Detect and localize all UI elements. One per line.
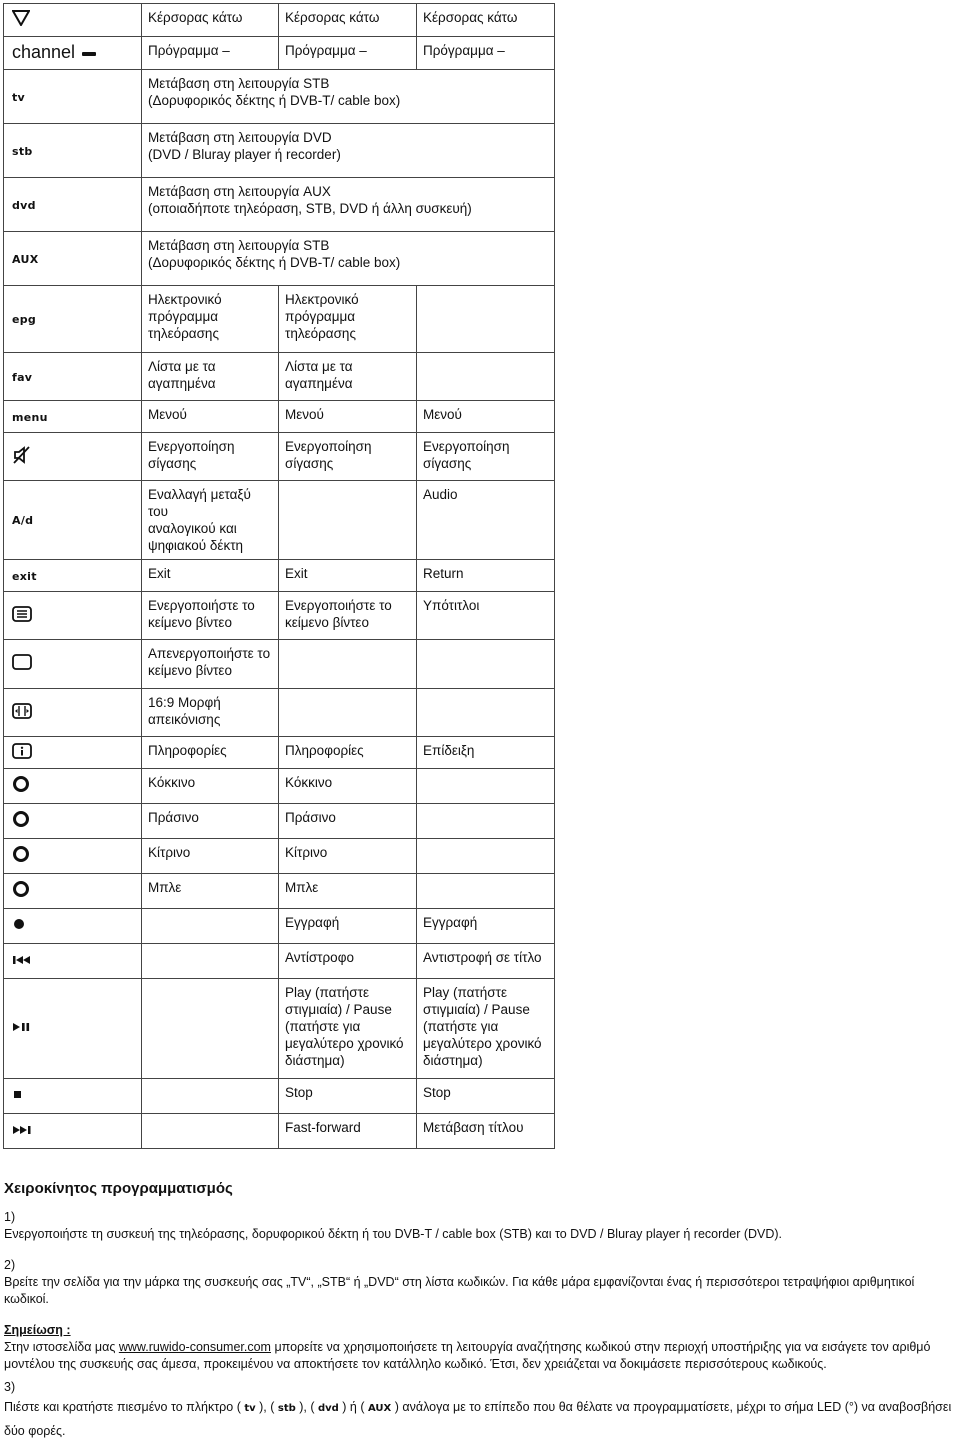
stb-mode-line: Μενού [285,407,324,422]
dvd-mode-cell [417,592,555,640]
key-cell [4,353,142,401]
step-3-part: ), ( [255,1400,278,1414]
aspect-ratio-icon [12,703,32,723]
key-label: fav [12,370,33,384]
teletext-icon [12,606,32,626]
mute-icon [12,446,32,468]
stb-mode-line: Πράσινο [285,810,336,825]
tv-mode-cell [142,1114,279,1149]
stb-mode-line: σίγασης [285,456,334,471]
tv-mode-cell [142,481,279,560]
dvd-mode-line: Ενεργοποίηση [423,439,510,454]
stb-mode-line: Ηλεκτρονικό [285,292,359,307]
dvd-mode-cell [417,737,555,769]
tv-mode-line: Λίστα με τα [148,359,216,374]
stb-mode-cell [279,4,417,37]
tv-mode-line: Ηλεκτρονικό [148,292,222,307]
stb-mode-line: Πληροφορίες [285,743,364,758]
dvd-mode-line: Μενού [423,407,462,422]
stb-key-label: stb [277,1403,296,1414]
tv-mode-line: πρόγραμμα [148,309,219,324]
key-cell [4,769,142,804]
stb-mode-line: Exit [285,566,308,581]
key-label: A/d [12,514,34,527]
key-cell [4,1079,142,1114]
stb-mode-line: κείμενο βίντεο [285,615,369,630]
key-cell [4,592,142,640]
table-row [4,640,555,689]
key-cell [4,874,142,909]
tv-mode-line: Κόκκινο [148,775,196,790]
aux-key-label: AUX [368,1403,392,1414]
table-row [4,1079,555,1114]
key-cell [4,944,142,979]
table-row [4,37,555,70]
tv-mode-cell [142,592,279,640]
dvd-mode-cell [417,1079,555,1114]
blue-button-icon [12,880,30,902]
function-cell [142,178,555,232]
key-cell [4,178,142,232]
dvd-mode-line: Υπότιτλοι [423,598,480,613]
record-icon [12,917,26,935]
stb-mode-cell [279,769,417,804]
stb-mode-cell [279,1079,417,1114]
function-line: (οποιαδήποτε τηλεόραση, STB, DVD ή άλλη συσκευή) [148,201,472,216]
stb-mode-cell [279,1114,417,1149]
function-line: Μετάβαση στη λειτουργία STB [148,238,330,253]
dvd-mode-line: Επίδειξη [423,743,475,758]
dvd-mode-cell [417,1114,555,1149]
function-cell [142,70,555,124]
stb-mode-line: Εγγραφή [285,915,340,930]
stb-mode-line: Κόκκινο [285,775,333,790]
step-3-part: ) ανάλογα με το επίπεδο που θα θέλατε να προγραμματίσετε, μέχρι το σήμα LED (°) να αναβοσβήσει δύο φορές. [4,1400,952,1438]
function-line: (DVD / Bluray player ή recorder) [148,147,341,162]
triangle-down-icon [12,10,30,30]
key-cell [4,689,142,737]
function-line: Μετάβαση στη λειτουργία DVD [148,130,332,145]
fast-forward-icon [12,1123,32,1140]
stb-mode-line: Fast-forward [285,1120,361,1135]
tv-mode-line: Κίτρινο [148,845,191,860]
dvd-mode-line: (πατήστε για [423,1019,499,1034]
function-cell [142,124,555,178]
stb-mode-line: πρόγραμμα [285,309,356,324]
step-3-part: ) ή ( [338,1400,368,1414]
green-button-icon [12,810,30,832]
tv-mode-cell [142,433,279,481]
tv-mode-line: Μπλε [148,880,182,895]
stb-mode-line: Μπλε [285,880,319,895]
key-cell [4,286,142,353]
tv-mode-cell [142,286,279,353]
stb-mode-cell [279,689,417,737]
tv-mode-cell [142,4,279,37]
tv-mode-cell [142,769,279,804]
step-3-text [4,1396,956,1442]
dvd-mode-line: Stop [423,1085,451,1100]
table-row [4,944,555,979]
tv-mode-line: αγαπημένα [148,376,216,391]
tv-mode-cell [142,839,279,874]
key-cell [4,560,142,592]
dvd-mode-cell [417,286,555,353]
note-pre: Στην ιστοσελίδα μας [4,1340,119,1354]
stb-mode-line: διάστημα) [285,1053,345,1068]
info-icon [12,743,32,763]
dvd-mode-line: στιγμιαία) / Pause [423,1002,530,1017]
stb-mode-cell [279,433,417,481]
stb-mode-line: (πατήστε για [285,1019,361,1034]
stb-mode-line: μεγαλύτερο χρονικό [285,1036,404,1051]
table-row [4,401,555,433]
stb-mode-line: Λίστα με τα [285,359,353,374]
step-1-text: Ενεργοποιήστε τη συσκευή της τηλεόρασης, δορυφορικού δέκτη ή του DVB-T / cable box (STB) και το DVD / Bluray player ή recorder (DVD). [4,1227,783,1241]
step-1-number: 1) [4,1210,16,1224]
key-label: stb [12,144,33,158]
key-label: epg [12,313,37,326]
key-cell [4,124,142,178]
dvd-mode-cell [417,560,555,592]
dvd-mode-line: διάστημα) [423,1053,483,1068]
tv-mode-line: κείμενο βίντεο [148,663,232,678]
tv-mode-cell [142,979,279,1079]
stb-mode-cell [279,401,417,433]
stb-mode-line: Κέρσορας κάτω [285,10,380,25]
key-cell [4,401,142,433]
table-row [4,874,555,909]
red-button-icon [12,775,30,797]
tv-mode-cell [142,737,279,769]
key-cell [4,4,142,37]
tv-mode-line: τηλεόρασης [148,326,219,341]
key-label: dvd [12,198,36,212]
key-cell [4,37,142,70]
stb-mode-cell [279,592,417,640]
step-3-part: Πιέστε και κρατήστε πιεσμένο το πλήκτρο ( [4,1400,245,1414]
stb-mode-line: Stop [285,1085,313,1100]
table-row [4,433,555,481]
dvd-mode-cell [417,804,555,839]
key-cell [4,839,142,874]
tv-mode-line: Πράσινο [148,810,199,825]
yellow-button-icon [12,845,30,867]
stb-mode-cell [279,909,417,944]
stop-icon [12,1088,24,1105]
dvd-mode-cell [417,401,555,433]
stb-mode-line: στιγμιαία) / Pause [285,1002,392,1017]
stb-mode-cell [279,804,417,839]
step-3-number: 3) [4,1380,16,1394]
tv-mode-cell [142,804,279,839]
stb-mode-line: Ενεργοποιήστε το [285,598,392,613]
stb-mode-cell [279,353,417,401]
note-text [4,1339,956,1373]
table-row [4,481,555,560]
step-2-text: Βρείτε την σελίδα για την μάρκα της συσκευής σας „TV“, „STB“ ή „DVD“ στη λίστα κωδικών. Για κάθε μάρα εμφανίζονται ένας ή περισσότεροι τετραψήφιοι αριθμητικοί κωδικοί. [4,1275,915,1306]
key-label: exit [12,569,37,583]
table-row [4,592,555,640]
tv-key-label: tv [244,1403,256,1414]
table-row [4,804,555,839]
tv-mode-line: Ενεργοποιήστε το [148,598,255,613]
tv-mode-line: Εναλλαγή μεταξύ του [148,487,255,519]
table-row [4,560,555,592]
table-row [4,232,555,286]
function-line: Μετάβαση στη λειτουργία STB [148,76,330,91]
tv-mode-line: Μενού [148,407,187,422]
dvd-mode-line: μεγαλύτερο χρονικό [423,1036,542,1051]
stb-mode-cell [279,874,417,909]
tv-mode-cell [142,909,279,944]
stb-mode-line: τηλεόρασης [285,326,356,341]
table-row [4,909,555,944]
stb-mode-line: Ενεργοποίηση [285,439,372,454]
function-line: (Δορυφορικός δέκτης ή DVB-T/ cable box) [148,255,401,270]
tv-mode-cell [142,560,279,592]
table-row [4,124,555,178]
stb-mode-cell [279,481,417,560]
dvd-mode-line: Αντιστροφή σε τίτλο [423,950,542,965]
key-cell [4,1114,142,1149]
dvd-mode-line: Κέρσορας κάτω [423,10,518,25]
key-cell [4,433,142,481]
key-label: tv [12,90,26,104]
tv-mode-cell [142,1079,279,1114]
table-row [4,70,555,124]
teletext-off-icon [12,654,32,674]
table-row [4,353,555,401]
dvd-mode-cell [417,640,555,689]
stb-mode-cell [279,839,417,874]
table-row [4,689,555,737]
remote-keys-table [3,3,555,1149]
tv-mode-cell [142,401,279,433]
table-row [4,286,555,353]
tv-mode-cell [142,944,279,979]
key-cell [4,979,142,1079]
stb-mode-line: Αντίστροφο [285,950,354,965]
minus-icon [75,45,97,62]
stb-mode-line: Play (πατήστε [285,985,369,1000]
rewind-icon [12,953,32,970]
stb-mode-line: αγαπημένα [285,376,353,391]
table-row [4,178,555,232]
table-row [4,769,555,804]
manual-programming-section [4,1180,956,1442]
tv-mode-cell [142,689,279,737]
dvd-mode-line: Audio [423,487,458,502]
dvd-mode-cell [417,839,555,874]
stb-mode-cell [279,944,417,979]
tv-mode-line: Απενεργοποιήστε το [148,646,271,661]
dvd-mode-line: σίγασης [423,456,472,471]
table-row [4,4,555,37]
dvd-mode-cell [417,4,555,37]
tv-mode-line: κείμενο βίντεο [148,615,232,630]
dvd-mode-cell [417,433,555,481]
key-label: channel [12,41,76,62]
section-heading: Χειροκίνητος προγραμματισμός [4,1180,233,1197]
dvd-mode-cell [417,353,555,401]
dvd-mode-line: Play (πατήστε [423,985,507,1000]
play-pause-icon [12,1020,32,1037]
tv-mode-line: Exit [148,566,171,581]
tv-mode-line: απεικόνισης [148,712,221,727]
table-row [4,1114,555,1149]
step-2-number: 2) [4,1258,16,1272]
function-cell [142,232,555,286]
key-cell [4,737,142,769]
tv-mode-line: σίγασης [148,456,197,471]
tv-mode-line: Πληροφορίες [148,743,227,758]
key-cell [4,481,142,560]
dvd-mode-cell [417,689,555,737]
website-link[interactable]: www.ruwido-consumer.com [118,1340,271,1354]
stb-mode-cell [279,979,417,1079]
dvd-mode-line: Μετάβαση τίτλου [423,1120,524,1135]
key-cell [4,804,142,839]
key-cell [4,640,142,689]
dvd-mode-line: Εγγραφή [423,915,478,930]
key-label: menu [12,410,48,424]
tv-mode-line: 16:9 Μορφή [148,695,221,710]
tv-mode-line: Κέρσορας κάτω [148,10,243,25]
key-cell [4,232,142,286]
tv-mode-line: ψηφιακού δέκτη [148,538,244,553]
dvd-mode-cell [417,944,555,979]
table-row [4,979,555,1079]
dvd-mode-cell [417,979,555,1079]
stb-mode-cell [279,37,417,70]
tv-mode-cell [142,640,279,689]
key-cell [4,70,142,124]
dvd-mode-cell [417,481,555,560]
tv-mode-cell [142,353,279,401]
tv-mode-cell [142,37,279,70]
dvd-mode-line: Πρόγραμμα – [423,43,505,58]
stb-mode-cell [279,560,417,592]
tv-mode-line: Ενεργοποίηση [148,439,235,454]
note-title: Σημείωση : [4,1323,71,1337]
function-line: (Δορυφορικός δέκτης ή DVB-T/ cable box) [148,93,401,108]
step-3-part: ), ( [295,1400,318,1414]
tv-mode-line: αναλογικού και [148,521,237,536]
dvd-key-label: dvd [317,1403,339,1414]
stb-mode-line: Πρόγραμμα – [285,43,367,58]
table-row [4,737,555,769]
stb-mode-cell [279,286,417,353]
tv-mode-line: Πρόγραμμα – [148,43,230,58]
stb-mode-cell [279,640,417,689]
dvd-mode-cell [417,909,555,944]
key-cell [4,909,142,944]
dvd-mode-line: Return [423,566,464,581]
stb-mode-cell [279,737,417,769]
dvd-mode-cell [417,37,555,70]
stb-mode-line: Κίτρινο [285,845,328,860]
dvd-mode-cell [417,874,555,909]
tv-mode-cell [142,874,279,909]
function-line: Μετάβαση στη λειτουργία AUX [148,184,331,199]
note-post: μπορείτε να χρησιμοποιήσετε τη λειτουργία αναζήτησης κωδικού στην περιοχή υποστήριξης για να εισάγετε τον αριθμό μοντέλου της συσκευής σας άμεσα, προκειμένου να αποκτήσετε τον κατάλληλο κωδικό. Έτσι, δεν χρειάζεται να δοκιμάσετε περισσότερους κωδικούς. [4,1340,931,1371]
key-label: AUX [12,252,39,266]
table-row [4,839,555,874]
dvd-mode-cell [417,769,555,804]
